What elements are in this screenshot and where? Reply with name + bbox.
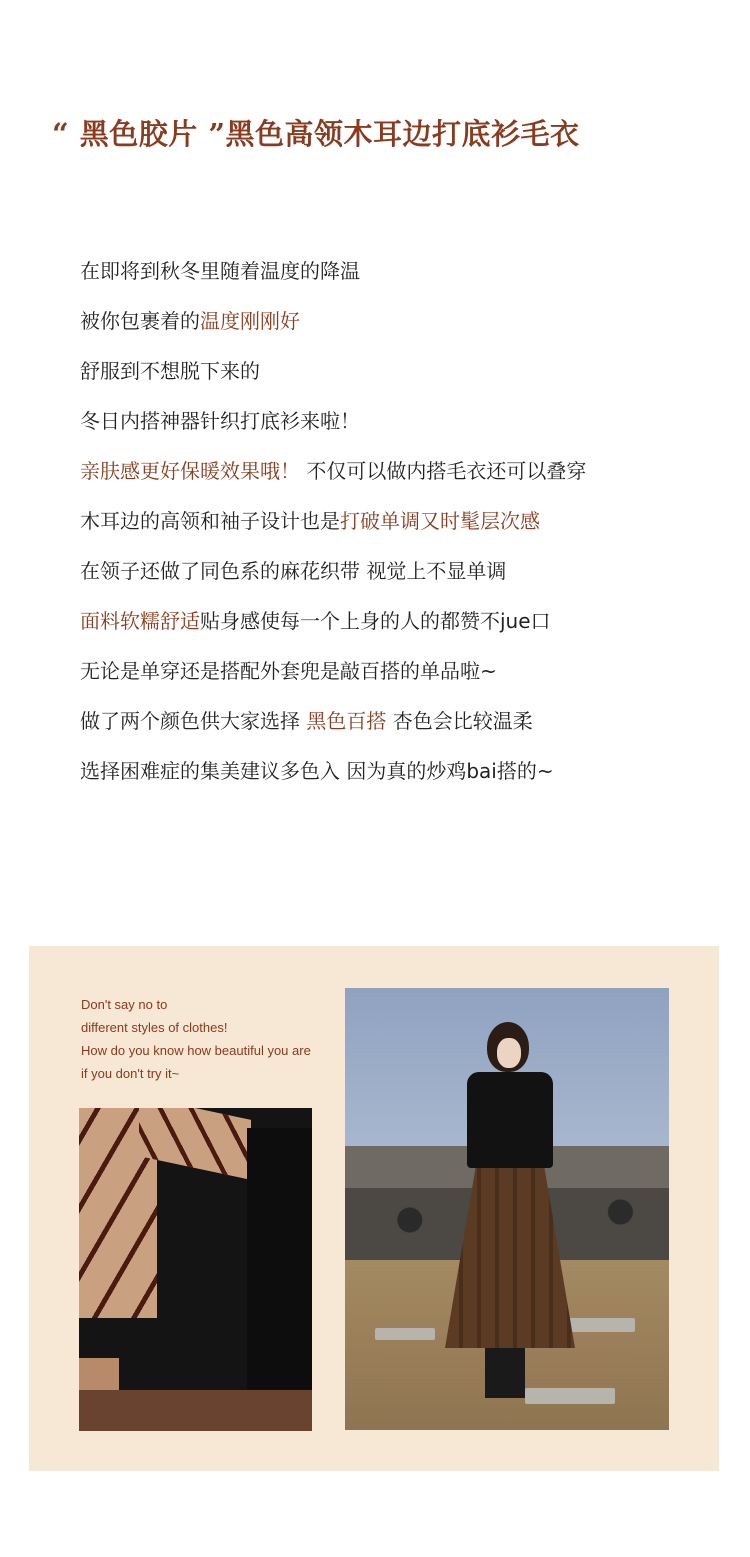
highlight-text: 打破单调又时髦层次感 [340, 509, 540, 533]
body-text: 无论是单穿还是搭配外套兜是敲百搭的单品啦~ [80, 659, 497, 683]
highlight-text: 面料软糯舒适 [80, 609, 200, 633]
copy-line [80, 306, 720, 356]
copy-line [80, 706, 720, 756]
slogan-line: if you don't try it~ [81, 1066, 180, 1081]
stepping-stone [525, 1388, 615, 1404]
highlight-text: 黑色百搭 [306, 709, 387, 733]
skirt-shape [79, 1390, 312, 1431]
stepping-stone [375, 1328, 435, 1340]
body-text: 木耳边的高领和袖子设计也是 [80, 509, 340, 533]
slogan-line: Don't say no to [81, 997, 168, 1012]
body-text: 冬日内搭神器针织打底衫来啦！ [80, 409, 360, 433]
stepping-stone [565, 1318, 635, 1332]
model-photo [345, 988, 669, 1430]
page-title: “ 黑色胶片 ”黑色高领木耳边打底衫毛衣 [52, 117, 580, 151]
legs-shape [485, 1348, 525, 1398]
body-text: 做了两个颜色供大家选择 [80, 709, 307, 733]
copy-line [80, 506, 720, 556]
sweater-shape [467, 1072, 553, 1168]
copy-line [80, 356, 720, 406]
copy-line [80, 656, 720, 706]
highlight-text: 亲肤感更好保暖效果哦！ [80, 459, 300, 483]
body-text: 杏色会比较温柔 [386, 709, 533, 733]
face-shape [497, 1038, 521, 1068]
body-text: 选择困难症的集美建议多色入 因为真的炒鸡bai搭的~ [80, 759, 554, 783]
detail-photo [79, 1108, 312, 1431]
body-text: 不仅可以做内搭毛衣还可以叠穿 [300, 459, 587, 483]
copy-line [80, 606, 720, 656]
description-copy [80, 256, 720, 806]
lookbook-panel [29, 946, 719, 1471]
copy-line [80, 406, 720, 456]
sleeve-shape [247, 1128, 312, 1431]
slogan-line: How do you know how beautiful you are [81, 1043, 311, 1058]
highlight-text: 温度刚刚好 [200, 309, 300, 333]
copy-line [80, 756, 720, 806]
body-text: 贴身感使每一个上身的人的都赞不jue口 [200, 609, 551, 633]
body-text: 在领子还做了同色系的麻花织带 视觉上不显单调 [80, 559, 507, 583]
body-text: 被你包裹着的 [80, 309, 200, 333]
slogan-line: different styles of clothes! [81, 1020, 228, 1035]
english-slogan [81, 993, 356, 1085]
body-text: 在即将到秋冬里随着温度的降温 [80, 259, 360, 283]
copy-line [80, 256, 720, 306]
copy-line [80, 556, 720, 606]
copy-line [80, 456, 720, 506]
body-text: 舒服到不想脱下来的 [80, 359, 260, 383]
